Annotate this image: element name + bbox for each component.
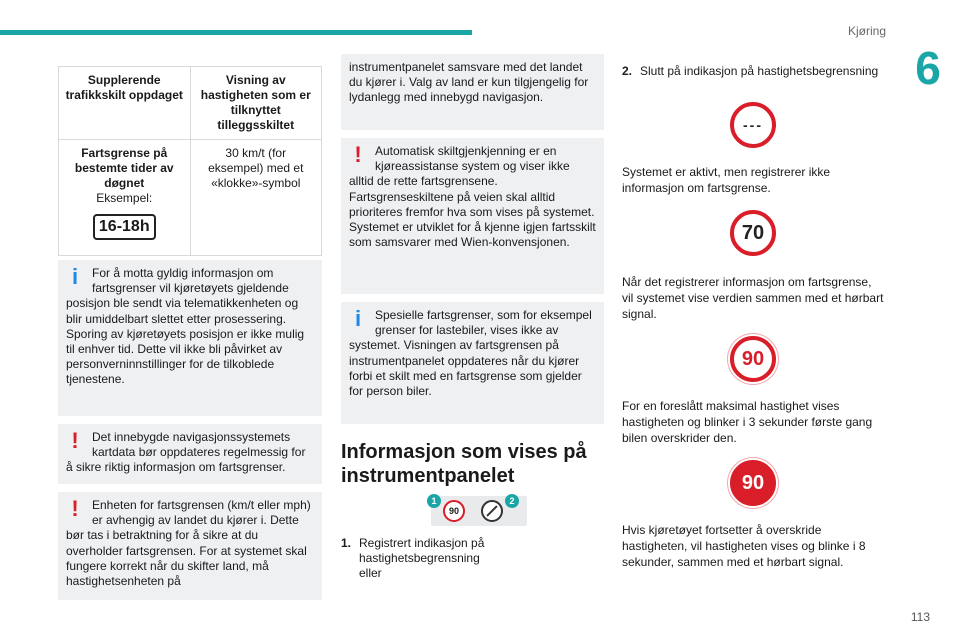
- info-note: [58, 260, 322, 416]
- table-row: [59, 67, 322, 140]
- note-text: instrumentpanelet samsvare med det landet du kjører i. Valg av land er kun tilgjengelig for lydanlegg med innebygd navigasjon.: [349, 60, 589, 105]
- warning-note-continued: [341, 54, 604, 130]
- warning-note: [58, 492, 322, 600]
- instrument-panel-figure: [431, 496, 527, 526]
- warning-icon: !: [354, 142, 362, 167]
- end-of-limit-icon: [481, 500, 503, 522]
- list-number: 2.: [622, 64, 633, 78]
- chapter-number: 6: [896, 40, 960, 96]
- info-icon: i: [354, 306, 362, 331]
- list-item: [341, 536, 501, 581]
- no-speed-limit-icon: ---: [730, 102, 776, 148]
- page-number: 113: [910, 610, 930, 624]
- speed-limit-90-icon: 90: [730, 336, 776, 382]
- table-cell-example: Eksempel:: [96, 191, 153, 205]
- warning-icon: !: [71, 496, 79, 521]
- note-text: Enheten for fartsgrensen (km/t eller mph) er avhengig av landet du kjører i. Dette bør tas i betraktning for å sikre at du overholder fartsgrensen. For at systemet skal fungere korrekt når du skifter land, må hastighetsenheten på: [66, 498, 311, 589]
- table-header-cell: Supplerende trafikkskilt oppdaget: [59, 67, 191, 140]
- info-icon: i: [71, 264, 79, 289]
- table-row: [59, 140, 322, 256]
- info-note: [341, 302, 604, 424]
- note-text: Automatisk skiltgjenkjenning er en kjøreassistanse system og viser ikke alltid de rette fartsgrensene. Fartsgrenseskiltene på veien skal alltid prioriteres fremfor hva som vises på systemet. Systemet er utviklet for å kjenne igjen fartsskilt som samsvarer med Wien-konvensjonen.: [349, 144, 596, 250]
- note-text: Det innebygde navigasjonssystemets kartdata bør oppdateres regelmessig for å sikre riktig informasjon om fartsgrenser.: [66, 430, 306, 475]
- header-accent-bar: [0, 30, 472, 35]
- table-cell: [59, 140, 191, 256]
- paragraph: Når det registrerer informasjon om fartsgrense, vil systemet vise verdien sammen med et hørbart signal.: [622, 275, 884, 321]
- sign-table: [58, 66, 322, 256]
- list-text: Registrert indikasjon på hastighetsbegrensning eller: [359, 536, 485, 580]
- note-text: Spesielle fartsgrenser, som for eksempel grenser for lastebiler, vises ikke av systemet. Visningen av fartsgrensen på instrumentpanelet oppdateres når du kjører forbi et skilt med en fartsgrense som gjelder for person biler.: [349, 308, 592, 399]
- table-cell-title: Fartsgrense på bestemte tider av døgnet: [74, 146, 174, 190]
- speed-limit-90-icon: 90: [443, 500, 465, 522]
- warning-note: [58, 424, 322, 484]
- list-number: 1.: [341, 536, 352, 550]
- list-text: Slutt på indikasjon på hastighetsbegrensning: [640, 64, 879, 78]
- time-sign-icon: 16-18h: [93, 214, 156, 240]
- warning-icon: !: [71, 428, 79, 453]
- paragraph: Systemet er aktivt, men registrerer ikke informasjon om fartsgrense.: [622, 165, 831, 195]
- warning-note: [341, 138, 604, 294]
- section-title: Kjøring: [847, 24, 886, 38]
- speed-limit-70-icon: 70: [730, 210, 776, 256]
- note-text: For å motta gyldig informasjon om fartsgrenser vil kjøretøyets gjeldende posisjon ble sendt via telematikkenheten og blir umiddelbart slettet etter prosessering. Sporing av kjøretøyets posisjon er ikke mulig til enhver tid. Dette vil ikke bli påvirket av personverninnstillinger for de tilkoblede tjenestene.: [66, 266, 305, 387]
- speed-limit-90-flashing-icon: 90: [730, 460, 776, 506]
- callout-badge-1: 1: [427, 494, 441, 508]
- table-header-cell: Visning av hastigheten som er tilknyttet tilleggsskiltet: [190, 67, 322, 140]
- table-cell: 30 km/t (for eksempel) med et «klokke»-symbol: [190, 140, 322, 256]
- list-item: [622, 64, 884, 79]
- section-heading: Informasjon som vises på instrumentpanelet: [341, 441, 587, 487]
- paragraph: For en foreslått maksimal hastighet vises hastigheten og blinker i 3 sekunder første gang bilen overskrider den.: [622, 399, 873, 445]
- paragraph: Hvis kjøretøyet fortsetter å overskride hastigheten, vil hastigheten vises og blinke i 8 sekunder, sammen med et hørbart signal.: [622, 523, 866, 569]
- callout-badge-2: 2: [505, 494, 519, 508]
